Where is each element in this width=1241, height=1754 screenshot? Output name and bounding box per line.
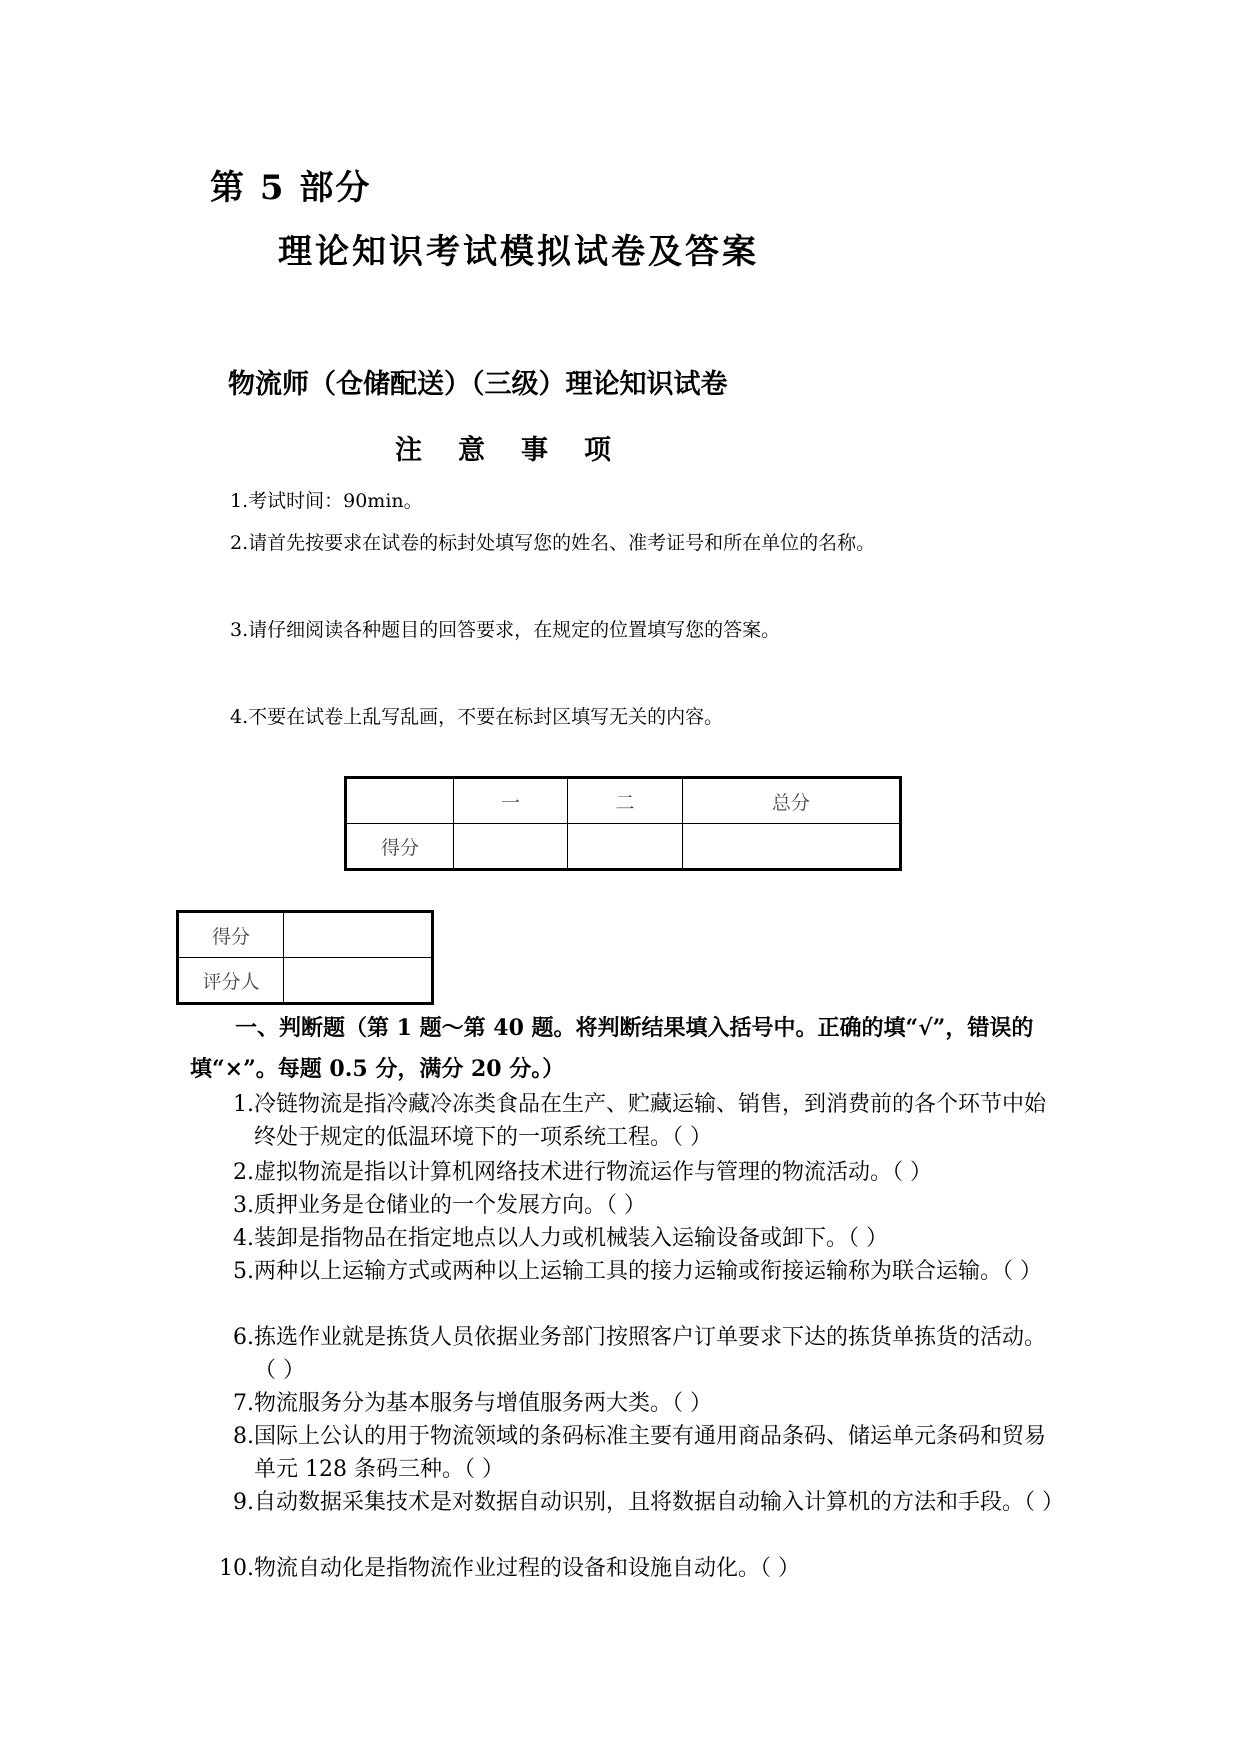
question-item: [218, 1552, 1063, 1585]
exam-title: 物流师（仓储配送）（三级）理论知识试卷: [228, 369, 728, 400]
question-item: [218, 1387, 1063, 1420]
question-text: 虚拟物流是指以计算机网络技术进行物流运作与管理的物流活动。（ ）: [254, 1160, 932, 1185]
question-number: 9.: [233, 1490, 254, 1515]
score-row-label: 得分: [346, 824, 454, 870]
question-number: 1.: [233, 1092, 254, 1117]
question-number: 3.: [233, 1193, 254, 1218]
question-number: 8.: [233, 1424, 254, 1449]
question-text: 装卸是指物品在指定地点以人力或机械装入运输设备或卸下。（ ）: [254, 1226, 888, 1251]
score-header-part-two: 二: [568, 778, 682, 824]
question-item: [218, 1321, 1063, 1387]
question-item: [218, 1156, 1063, 1189]
question-number: 2.: [233, 1160, 254, 1185]
score-header-total: 总分: [682, 778, 900, 824]
question-text: 冷链物流是指冷藏冷冻类食品在生产、贮藏运输、销售，到消费前的各个环节中始终处于规定的低温环境下的一项系统工程。（ ）: [254, 1092, 1047, 1150]
section-one-heading: 一、判断题（第 1 题～第 40 题。将判断结果填入括号中。正确的填“√”，错误的填“×”。每题 0.5 分，满分 20 分。）: [190, 1015, 1034, 1082]
question-item: [218, 1486, 1063, 1519]
question-number: 4.: [233, 1226, 254, 1251]
part-title: 第 5 部分: [210, 168, 372, 208]
grader-score-cell[interactable]: [284, 912, 433, 958]
question-text: 自动数据采集技术是对数据自动识别，且将数据自动输入计算机的方法和手段。（ ）: [254, 1490, 1064, 1515]
note-item: 4.不要在试卷上乱写乱画，不要在标封区填写无关的内容。: [230, 706, 724, 728]
question-item: [218, 1189, 1063, 1222]
grader-table: [176, 910, 434, 1005]
question-number: 7.: [233, 1391, 254, 1416]
score-header-part-one: 一: [454, 778, 568, 824]
question-text: 两种以上运输方式或两种以上运输工具的接力运输或衔接运输称为联合运输。（ ）: [254, 1259, 1042, 1284]
question-item: [218, 1088, 1063, 1154]
question-number: 5.: [233, 1259, 254, 1284]
score-summary-table: [344, 776, 902, 871]
grader-name-label: 评分人: [178, 958, 284, 1004]
score-header-blank: [346, 778, 454, 824]
grader-score-label: 得分: [178, 912, 284, 958]
question-item: [218, 1255, 1063, 1288]
grader-name-cell[interactable]: [284, 958, 433, 1004]
question-text: 拣选作业就是拣货人员依据业务部门按照客户订单要求下达的拣货单拣货的活动。（ ）: [254, 1325, 1047, 1383]
main-title: 理论知识考试模拟试卷及答案: [278, 232, 759, 272]
question-number: 6.: [233, 1325, 254, 1350]
note-item: 3.请仔细阅读各种题目的回答要求，在规定的位置填写您的答案。: [230, 619, 781, 641]
question-number: 10.: [219, 1556, 254, 1581]
notice-title: 注意事项: [395, 435, 647, 466]
question-text: 国际上公认的用于物流领域的条码标准主要有通用商品条码、储运单元条码和贸易单元 128 条码三种。（ ）: [254, 1424, 1047, 1482]
question-text: 质押业务是仓储业的一个发展方向。（ ）: [254, 1193, 646, 1218]
score-cell-part-one[interactable]: [454, 824, 568, 870]
score-cell-part-two[interactable]: [568, 824, 682, 870]
question-text: 物流自动化是指物流作业过程的设备和设施自动化。（ ）: [254, 1556, 800, 1581]
question-item: [218, 1420, 1063, 1486]
question-item: [218, 1222, 1063, 1255]
question-text: 物流服务分为基本服务与增值服务两大类。（ ）: [254, 1391, 712, 1416]
note-item: 2.请首先按要求在试卷的标封处填写您的姓名、准考证号和所在单位的名称。: [230, 532, 876, 554]
score-cell-total[interactable]: [682, 824, 900, 870]
note-item: 1.考试时间：90min。: [230, 490, 423, 512]
